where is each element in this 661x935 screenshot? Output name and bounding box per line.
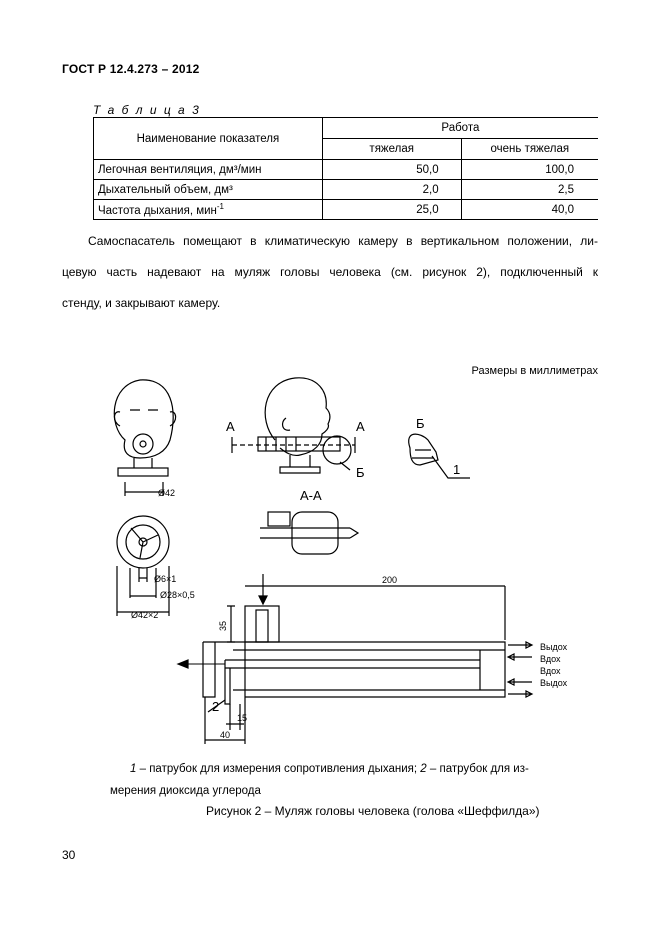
tube-assembly-view xyxy=(178,574,532,744)
bottom-round-view xyxy=(117,516,169,616)
flow-label: Вдох xyxy=(540,666,561,676)
side-head-view xyxy=(232,378,355,473)
dim-35: 35 xyxy=(218,620,228,631)
legend-num-2: 2 xyxy=(420,763,427,775)
flow-label: Выдох xyxy=(540,642,568,652)
label-section: А-А xyxy=(300,488,322,503)
document-header: ГОСТ Р 12.4.273 – 2012 xyxy=(62,62,200,76)
label-b-detail: Б xyxy=(416,416,425,431)
col-header-very-heavy: очень тяжелая xyxy=(461,139,598,160)
dim-40: 40 xyxy=(220,730,231,740)
row-value-very-heavy: 40,0 xyxy=(461,200,598,220)
dim-d6: Ø6×1 xyxy=(154,574,177,584)
label-b-mark: Б xyxy=(356,465,365,480)
figure-caption: Рисунок 2 – Муляж головы человека (голова «Шеффилда») xyxy=(206,804,540,818)
legend-text-1: – патрубок для измерения сопротивления дыхания; xyxy=(136,763,421,775)
table-caption: Т а б л и ц а 3 xyxy=(93,103,201,117)
page-number: 30 xyxy=(62,848,76,862)
dim-200: 200 xyxy=(382,575,398,585)
row-value-heavy: 2,0 xyxy=(322,180,461,200)
row-name: Частота дыхания, мин$^{-1}$ xyxy=(94,200,323,220)
paragraph-line: стенду, и закрывают камеру. xyxy=(62,296,221,310)
label-a-right: А xyxy=(356,419,365,434)
callout-2: 2 xyxy=(212,699,220,714)
row-value-heavy: 25,0 xyxy=(322,200,461,220)
legend-text-2b: мерения диоксида углерода xyxy=(110,785,261,797)
dimensions-note: Размеры в миллиметрах xyxy=(471,365,598,377)
detail-b-view xyxy=(409,434,470,478)
paragraph-line: Самоспасатель помещают в климатическую камеру в вертикальном положении, ли- xyxy=(88,234,598,248)
flow-label: Вдох xyxy=(540,654,561,664)
row-value-very-heavy: 100,0 xyxy=(461,160,598,180)
section-a-a-view xyxy=(260,512,358,554)
callout-1: 1 xyxy=(453,462,461,477)
col-header-heavy: тяжелая xyxy=(322,139,461,160)
paragraph-line: цевую часть надевают на муляж головы человека (см. рисунок 2), подключенный к xyxy=(62,265,598,279)
legend-num-1: 1 xyxy=(130,763,137,775)
front-head-view xyxy=(114,380,175,496)
col-header-work: Работа xyxy=(322,118,598,139)
dim-d42: Ø42 xyxy=(158,488,176,498)
figure-legend xyxy=(110,758,600,802)
row-name: Дыхательный объем, дм³ xyxy=(94,180,323,200)
row-value-very-heavy: 2,5 xyxy=(461,180,598,200)
dim-d28: Ø28×0,5 xyxy=(160,590,195,600)
row-name: Легочная вентиляция, дм³/мин xyxy=(94,160,323,180)
row-value-heavy: 50,0 xyxy=(322,160,461,180)
label-a-left: А xyxy=(226,419,235,434)
dim-d42x2: Ø42×2 xyxy=(131,610,159,620)
col-header-parameter: Наименование показателя xyxy=(94,118,323,160)
flow-label: Выдох xyxy=(540,678,568,688)
legend-text-2a: – патрубок для из- xyxy=(426,763,529,775)
dim-15: 15 xyxy=(237,713,248,723)
